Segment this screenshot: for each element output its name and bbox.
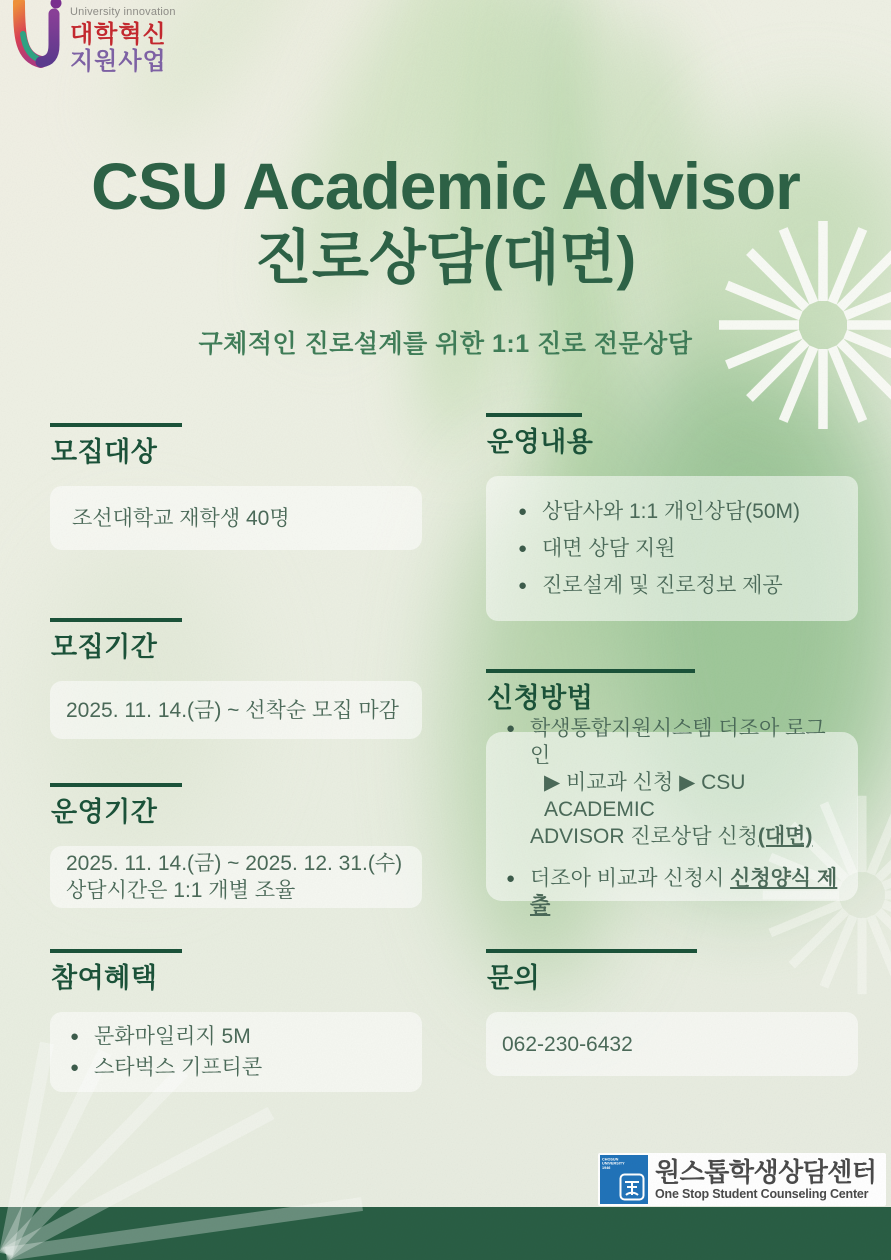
counseling-center-name-en: One Stop Student Counseling Center — [655, 1186, 869, 1201]
list-item-text: 문화마일리지 5M — [94, 1025, 251, 1048]
section-heading: 운영기간 — [51, 797, 158, 827]
section-heading: 모집대상 — [51, 437, 158, 467]
list-item-text: 진로설계 및 진로정보 제공 — [542, 574, 783, 597]
univ-logo-line2: 지원사업 — [70, 48, 167, 75]
bullet-icon: ● — [518, 503, 528, 520]
section-rule — [486, 413, 582, 417]
section-heading: 문의 — [487, 963, 541, 993]
title-line-english: CSU Academic Advisor — [91, 149, 800, 223]
chosun-university-emblem-icon — [600, 1155, 648, 1204]
list-item — [506, 865, 842, 919]
list-item-text: 스타벅스 기프티콘 — [94, 1056, 263, 1079]
operation-period-box — [50, 846, 422, 908]
section-heading: 신청방법 — [487, 683, 594, 713]
section-rule — [50, 423, 182, 427]
bullet-icon: ● — [70, 1059, 80, 1076]
university-innovation-u-icon — [8, 0, 66, 76]
contact-box — [486, 1012, 858, 1076]
section-rule — [50, 783, 182, 787]
section-heading: 모집기간 — [51, 632, 158, 662]
list-item — [70, 1023, 406, 1050]
section-operation-content — [486, 413, 858, 621]
list-item — [518, 572, 842, 599]
benefits-box — [50, 1012, 422, 1092]
university-innovation-logo — [8, 0, 176, 76]
emblem-seal-icon — [619, 1173, 645, 1201]
apply-step-line: ▶ 비교과 신청 ▶ CSU ACADEMIC — [544, 770, 746, 821]
section-rule — [486, 949, 697, 953]
section-rule — [50, 949, 182, 953]
recruit-period-text: 2025. 11. 14.(금) ~ 선착순 모집 마감 — [66, 698, 399, 722]
bullet-icon: ● — [70, 1028, 80, 1045]
section-operation-period — [50, 783, 422, 908]
section-recruit-period — [50, 618, 422, 739]
counseling-center-name-kr: 원스톱학생상담센터 — [655, 1156, 877, 1187]
section-heading: 참여혜택 — [51, 963, 158, 993]
section-benefits — [50, 949, 422, 1092]
apply-form-underline: 신청양식 제출 — [530, 866, 838, 917]
title-line-korean: 진로상담(대면) — [254, 225, 637, 291]
section-rule — [486, 669, 695, 673]
univ-logo-subtitle: University innovation — [70, 6, 176, 18]
apply-face-to-face-underline: (대면) — [757, 824, 813, 848]
list-item — [518, 535, 842, 562]
contact-phone: 062-230-6432 — [502, 1032, 633, 1056]
list-item-text: 대면 상담 지원 — [542, 537, 676, 560]
section-apply-method — [486, 669, 858, 917]
apply-step-line — [530, 823, 842, 850]
list-item — [70, 1054, 406, 1081]
operation-period-line1: 2025. 11. 14.(금) ~ 2025. 12. 31.(수) — [66, 852, 403, 875]
counseling-center-logo — [598, 1153, 886, 1206]
poster-subtitle: 구체적인 진로설계를 위한 1:1 진로 전문상담 — [198, 330, 693, 358]
list-item — [506, 715, 842, 850]
section-contact — [486, 949, 858, 1076]
section-heading: 운영내용 — [487, 427, 594, 457]
recruit-target-box — [50, 486, 422, 550]
apply-step-line: 학생통합지원시스템 더조아 로그인 — [530, 716, 826, 767]
recruit-period-box — [50, 681, 422, 739]
apply-step-text — [530, 715, 842, 850]
operation-content-box — [486, 476, 858, 621]
poster-title — [0, 146, 891, 290]
recruit-target-text: 조선대학교 재학생 40명 — [72, 506, 290, 530]
bullet-icon: ● — [518, 540, 528, 557]
section-recruit-target — [50, 423, 422, 550]
apply-method-box — [486, 716, 858, 917]
univ-logo-line1: 대학혁신 — [70, 21, 167, 48]
apply-step-line-text: ADVISOR 진로상담 신청 — [530, 824, 758, 848]
apply-form-prefix: 더조아 비교과 신청시 — [530, 866, 731, 890]
operation-period-line2: 상담시간은 1:1 개별 조율 — [66, 879, 296, 902]
bullet-icon: ● — [506, 869, 516, 887]
bullet-icon: ● — [518, 577, 528, 594]
list-item-text: 상담사와 1:1 개인상담(50M) — [542, 500, 800, 523]
section-rule — [50, 618, 182, 622]
apply-form-text — [530, 865, 842, 919]
list-item — [518, 498, 842, 525]
bullet-icon: ● — [506, 719, 516, 737]
emblem-small-text: CHOSUN UNIVERSITY 1946 — [602, 1157, 625, 1170]
